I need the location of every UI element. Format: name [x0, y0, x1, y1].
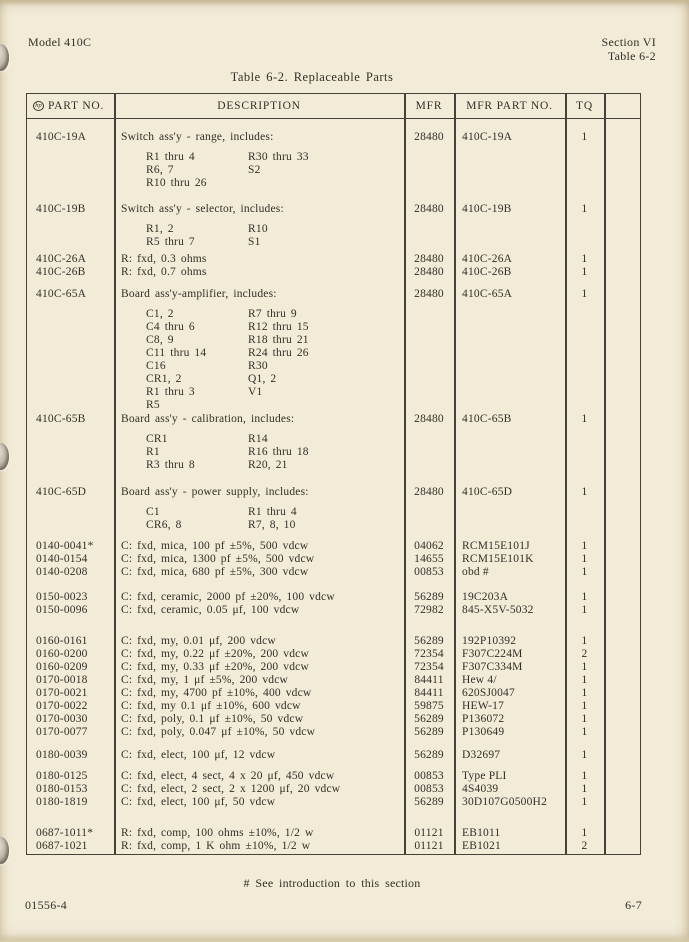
table-row — [27, 486, 640, 533]
mfr-cell: 04062 — [414, 540, 444, 552]
component-ref: R7 thru 9 — [248, 308, 297, 320]
mfr-part-no-cell: 410C-19A — [462, 131, 513, 143]
table-row — [27, 726, 640, 739]
description-cell — [114, 687, 404, 700]
mfr-part-no-cell: 410C-65D — [462, 486, 513, 498]
component-ref: R18 thru 21 — [248, 334, 309, 346]
part-no-cell: 0170-0030 — [36, 713, 88, 725]
component-ref: V1 — [248, 386, 263, 398]
column-header-tq: TQ — [576, 100, 593, 112]
table-row — [27, 553, 640, 566]
tq-cell: 1 — [581, 674, 588, 686]
mfr-part-no-cell: 845-X5V-5032 — [462, 604, 534, 616]
component-ref: CR1, 2 — [146, 373, 182, 385]
component-list-row — [146, 360, 404, 373]
mfr-part-no-cell: 410C-65A — [462, 288, 513, 300]
mfr-cell: 00853 — [414, 770, 444, 782]
component-ref: C4 thru 6 — [146, 321, 195, 333]
section-table-label: Table 6-2 — [607, 48, 656, 63]
column-header-description: DESCRIPTION — [217, 100, 301, 112]
part-no-cell: 0180-0039 — [36, 749, 88, 761]
description-cell — [114, 661, 404, 674]
part-no-cell: 410C-65A — [36, 288, 87, 300]
component-list-row — [146, 223, 404, 236]
mfr-part-no-cell: obd # — [462, 566, 489, 578]
table-row — [27, 566, 640, 579]
part-no-cell: 410C-65D — [36, 486, 87, 498]
component-list-row — [146, 236, 404, 249]
table-row — [27, 749, 640, 762]
description-cell — [114, 674, 404, 687]
tq-cell: 1 — [581, 783, 588, 795]
column-header-mfr-part-no: MFR PART NO. — [466, 100, 553, 112]
component-list-row — [146, 519, 404, 532]
part-no-cell: 0150-0096 — [36, 604, 88, 616]
tq-cell: 1 — [581, 635, 588, 647]
description-text: C: fxd, ceramic, 0.05 μf, 100 vdcw — [121, 604, 300, 616]
mfr-part-no-cell: Hew 4/ — [462, 674, 497, 686]
tq-cell: 1 — [581, 604, 588, 616]
component-list-row — [146, 446, 404, 459]
part-no-cell: 0160-0200 — [36, 648, 88, 660]
mfr-cell: 56289 — [414, 591, 444, 603]
description-text: C: fxd, elect, 2 sect, 2 x 1200 μf, 20 vdcw — [121, 783, 341, 795]
description-cell — [114, 648, 404, 661]
description-cell — [114, 266, 404, 279]
mfr-part-no-cell: RCM15E101J — [462, 540, 530, 552]
tq-cell: 1 — [581, 796, 588, 808]
description-cell — [114, 540, 404, 553]
component-list-row — [146, 151, 404, 164]
component-ref: C16 — [146, 360, 166, 372]
component-ref: R24 thru 26 — [248, 347, 309, 359]
tq-cell: 1 — [581, 770, 588, 782]
component-list-row — [146, 177, 404, 190]
mfr-part-no-cell: 192P10392 — [462, 635, 517, 647]
table-header-row — [27, 94, 640, 119]
description-cell — [114, 840, 404, 853]
component-ref: R1, 2 — [146, 223, 174, 235]
mfr-cell: 28480 — [414, 203, 444, 215]
mfr-part-no-cell: EB1021 — [462, 840, 501, 852]
binder-hole-icon — [0, 837, 9, 864]
description-text: Switch ass'y - selector, includes: — [121, 203, 284, 215]
tq-cell: 1 — [581, 203, 588, 215]
mfr-cell: 84411 — [414, 674, 444, 686]
component-ref: R12 thru 15 — [248, 321, 309, 333]
description-cell — [114, 413, 404, 473]
mfr-part-no-cell: 410C-26A — [462, 253, 513, 265]
description-text: C: fxd, elect, 100 μf, 12 vdcw — [121, 749, 276, 761]
component-ref: C11 thru 14 — [146, 347, 207, 359]
mfr-part-no-cell: 19C203A — [462, 591, 509, 603]
description-text: C: fxd, elect, 4 sect, 4 x 20 μf, 450 vdcw — [121, 770, 335, 782]
mfr-cell: 28480 — [414, 413, 444, 425]
mfr-part-no-cell: F307C334M — [462, 661, 523, 673]
mfr-cell: 56289 — [414, 726, 444, 738]
mfr-cell: 28480 — [414, 253, 444, 265]
replaceable-parts-table — [26, 93, 641, 855]
binder-hole-icon — [0, 443, 9, 470]
component-list — [146, 308, 404, 412]
mfr-part-no-cell: F307C224M — [462, 648, 523, 660]
tq-cell: 1 — [581, 131, 588, 143]
component-ref: R30 — [248, 360, 268, 372]
description-cell — [114, 553, 404, 566]
description-cell — [114, 827, 404, 840]
description-cell — [114, 749, 404, 762]
component-list — [146, 223, 404, 249]
component-ref: R5 thru 7 — [146, 236, 195, 248]
description-cell — [114, 591, 404, 604]
mfr-cell: 28480 — [414, 266, 444, 278]
part-no-cell: 0170-0018 — [36, 674, 88, 686]
mfr-part-no-cell: 620SJ0047 — [462, 687, 515, 699]
part-no-cell: 0170-0022 — [36, 700, 88, 712]
mfr-cell: 14655 — [414, 553, 444, 565]
table-row — [27, 687, 640, 700]
mfr-cell: 28480 — [414, 131, 444, 143]
description-text: C: fxd, ceramic, 2000 pf ±20%, 100 vdcw — [121, 591, 335, 603]
description-text: Board ass'y - power supply, includes: — [121, 486, 309, 498]
description-text: C: fxd, elect, 100 μf, 50 vdcw — [121, 796, 276, 808]
description-text: C: fxd, my, 4700 pf ±10%, 400 vdcw — [121, 687, 312, 699]
description-text: C: fxd, my 0.1 μf ±10%, 600 vdcw — [121, 700, 301, 712]
tq-cell: 2 — [581, 840, 588, 852]
table-body — [27, 119, 640, 854]
tq-cell: 1 — [581, 540, 588, 552]
description-cell — [114, 796, 404, 809]
tq-cell: 1 — [581, 413, 588, 425]
mfr-part-no-cell: P130649 — [462, 726, 505, 738]
part-no-cell: 410C-65B — [36, 413, 86, 425]
description-text: R: fxd, 0.3 ohms — [121, 253, 207, 265]
tq-cell: 1 — [581, 591, 588, 603]
part-no-cell: 410C-19B — [36, 203, 86, 215]
description-cell — [114, 700, 404, 713]
part-no-cell: 0140-0154 — [36, 553, 88, 565]
table-row — [27, 540, 640, 553]
tq-cell: 1 — [581, 566, 588, 578]
component-ref: S2 — [248, 164, 261, 176]
part-no-cell: 0150-0023 — [36, 591, 88, 603]
description-text: C: fxd, my, 0.01 μf, 200 vdcw — [121, 635, 276, 647]
table-row — [27, 266, 640, 279]
hp-logo-icon: hp — [33, 101, 44, 111]
table-row — [27, 796, 640, 809]
table-row — [27, 604, 640, 617]
section-header — [602, 36, 656, 63]
table-row — [27, 131, 640, 191]
component-list-row — [146, 347, 404, 360]
mfr-cell: 00853 — [414, 783, 444, 795]
component-ref: R30 thru 33 — [248, 151, 309, 163]
description-text: Board ass'y - calibration, includes: — [121, 413, 295, 425]
description-text: R: fxd, comp, 100 ohms ±10%, 1/2 w — [121, 827, 314, 839]
column-header-label: PART NO. — [48, 100, 105, 112]
table-row — [27, 413, 640, 473]
tq-cell: 1 — [581, 827, 588, 839]
part-no-cell: 0160-0209 — [36, 661, 88, 673]
mfr-cell: 84411 — [414, 687, 444, 699]
tq-cell: 1 — [581, 661, 588, 673]
component-ref: CR6, 8 — [146, 519, 182, 531]
component-ref: CR1 — [146, 433, 168, 445]
component-ref: R3 thru 8 — [146, 459, 195, 471]
mfr-cell: 72354 — [414, 661, 444, 673]
component-ref: C1 — [146, 506, 160, 518]
tq-cell: 2 — [581, 648, 588, 660]
table-row — [27, 288, 640, 413]
mfr-part-no-cell: RCM15E101K — [462, 553, 534, 565]
tq-cell: 1 — [581, 687, 588, 699]
page-bottom-edge — [0, 934, 689, 942]
part-no-cell: 0687-1011* — [36, 827, 94, 839]
mfr-cell: 56289 — [414, 635, 444, 647]
description-text: C: fxd, my, 0.22 μf ±20%, 200 vdcw — [121, 648, 309, 660]
component-list-row — [146, 373, 404, 386]
component-list-row — [146, 164, 404, 177]
component-ref: R1 thru 4 — [248, 506, 297, 518]
section-label: Section VI — [601, 35, 656, 49]
part-no-cell: 0140-0041* — [36, 540, 94, 552]
component-list-row — [146, 321, 404, 334]
part-no-cell: 0170-0077 — [36, 726, 88, 738]
component-list-row — [146, 506, 404, 519]
column-header-mfr: MFR — [415, 100, 443, 112]
part-no-cell: 0160-0161 — [36, 635, 88, 647]
component-list-row — [146, 433, 404, 446]
description-text: C: fxd, mica, 1300 pf ±5%, 500 vdcw — [121, 553, 315, 565]
mfr-part-no-cell: 30D107G0500H2 — [462, 796, 548, 808]
description-cell — [114, 713, 404, 726]
tq-cell: 1 — [581, 749, 588, 761]
table-row — [27, 700, 640, 713]
page-number: 6-7 — [625, 898, 642, 912]
mfr-part-no-cell: 4S4039 — [462, 783, 499, 795]
mfr-cell: 00853 — [414, 566, 444, 578]
component-list — [146, 151, 404, 190]
component-ref: R5 — [146, 399, 160, 411]
table-row — [27, 661, 640, 674]
mfr-cell: 01121 — [414, 827, 444, 839]
component-ref: S1 — [248, 236, 261, 248]
description-cell — [114, 635, 404, 648]
mfr-cell: 28480 — [414, 486, 444, 498]
mfr-cell: 28480 — [414, 288, 444, 300]
component-ref: C8, 9 — [146, 334, 174, 346]
mfr-part-no-cell: 410C-19B — [462, 203, 512, 215]
description-cell — [114, 486, 404, 533]
column-header-part-no — [27, 94, 114, 118]
component-ref: R1 thru 4 — [146, 151, 195, 163]
model-label: Model 410C — [28, 35, 92, 49]
description-text: R: fxd, comp, 1 K ohm ±10%, 1/2 w — [121, 840, 311, 852]
description-text: C: fxd, poly, 0.1 μf ±10%, 50 vdcw — [121, 713, 304, 725]
tq-cell: 1 — [581, 713, 588, 725]
component-list-row — [146, 308, 404, 321]
mfr-cell: 59875 — [414, 700, 444, 712]
tq-cell: 1 — [581, 486, 588, 498]
tq-cell: 1 — [581, 553, 588, 565]
part-no-cell: 410C-26B — [36, 266, 86, 278]
footnote: # See introduction to this section — [243, 876, 421, 890]
description-cell — [114, 288, 404, 413]
mfr-cell: 72354 — [414, 648, 444, 660]
table-row — [27, 253, 640, 266]
page-top-edge — [0, 0, 689, 5]
component-ref: R10 — [248, 223, 268, 235]
table-row — [27, 203, 640, 250]
tq-cell: 1 — [581, 253, 588, 265]
mfr-cell: 56289 — [414, 749, 444, 761]
mfr-cell: 72982 — [414, 604, 444, 616]
mfr-part-no-cell: EB1011 — [462, 827, 501, 839]
part-no-cell: 0687-1021 — [36, 840, 88, 852]
component-ref: R1 — [146, 446, 160, 458]
component-list — [146, 506, 404, 532]
description-cell — [114, 253, 404, 266]
component-ref: Q1, 2 — [248, 373, 277, 385]
component-ref: R10 thru 26 — [146, 177, 207, 189]
table-row — [27, 783, 640, 796]
description-cell — [114, 604, 404, 617]
part-no-cell: 0180-1819 — [36, 796, 88, 808]
mfr-cell: 56289 — [414, 796, 444, 808]
component-list-row — [146, 399, 404, 412]
description-text: Switch ass'y - range, includes: — [121, 131, 274, 143]
mfr-part-no-cell: P136072 — [462, 713, 505, 725]
binder-hole-icon — [0, 44, 9, 71]
mfr-part-no-cell: Type PLI — [462, 770, 507, 782]
table-row — [27, 827, 640, 840]
tq-cell: 1 — [581, 726, 588, 738]
component-ref: R20, 21 — [248, 459, 288, 471]
part-no-cell: 410C-26A — [36, 253, 87, 265]
component-list — [146, 433, 404, 472]
mfr-part-no-cell: HEW-17 — [462, 700, 505, 712]
component-ref: C1, 2 — [146, 308, 174, 320]
description-text: Board ass'y-amplifier, includes: — [121, 288, 277, 300]
description-text: R: fxd, 0.7 ohms — [121, 266, 207, 278]
part-no-cell: 0180-0125 — [36, 770, 88, 782]
mfr-part-no-cell: D32697 — [462, 749, 501, 761]
mfr-part-no-cell: 410C-65B — [462, 413, 512, 425]
description-text: C: fxd, my, 0.33 μf ±20%, 200 vdcw — [121, 661, 309, 673]
table-row — [27, 635, 640, 648]
table-title: Table 6-2. Replaceable Parts — [230, 70, 394, 84]
description-cell — [114, 566, 404, 579]
component-ref: R7, 8, 10 — [248, 519, 296, 531]
mfr-part-no-cell: 410C-26B — [462, 266, 512, 278]
component-ref: R6, 7 — [146, 164, 174, 176]
description-cell — [114, 726, 404, 739]
table-row — [27, 674, 640, 687]
description-text: C: fxd, my, 1 μf ±5%, 200 vdcw — [121, 674, 289, 686]
mfr-cell: 01121 — [414, 840, 444, 852]
tq-cell: 1 — [581, 288, 588, 300]
doc-number: 01556-4 — [25, 898, 68, 912]
component-ref: R1 thru 3 — [146, 386, 195, 398]
description-text: C: fxd, poly, 0.047 μf ±10%, 50 vdcw — [121, 726, 316, 738]
part-no-cell: 0170-0021 — [36, 687, 88, 699]
description-text: C: fxd, mica, 100 pf ±5%, 500 vdcw — [121, 540, 309, 552]
description-cell — [114, 770, 404, 783]
mfr-cell: 56289 — [414, 713, 444, 725]
description-cell — [114, 131, 404, 191]
part-no-cell: 410C-19A — [36, 131, 87, 143]
part-no-cell: 0140-0208 — [36, 566, 88, 578]
component-list-row — [146, 334, 404, 347]
tq-cell: 1 — [581, 266, 588, 278]
description-cell — [114, 783, 404, 796]
table-row — [27, 840, 640, 853]
table-row — [27, 713, 640, 726]
description-cell — [114, 203, 404, 250]
part-no-cell: 0180-0153 — [36, 783, 88, 795]
table-row — [27, 648, 640, 661]
description-text: C: fxd, mica, 680 pf ±5%, 300 vdcw — [121, 566, 309, 578]
component-ref: R14 — [248, 433, 268, 445]
column-header-blank — [604, 94, 640, 118]
component-list-row — [146, 459, 404, 472]
table-row — [27, 770, 640, 783]
table-row — [27, 591, 640, 604]
component-ref: R16 thru 18 — [248, 446, 309, 458]
tq-cell: 1 — [581, 700, 588, 712]
component-list-row — [146, 386, 404, 399]
